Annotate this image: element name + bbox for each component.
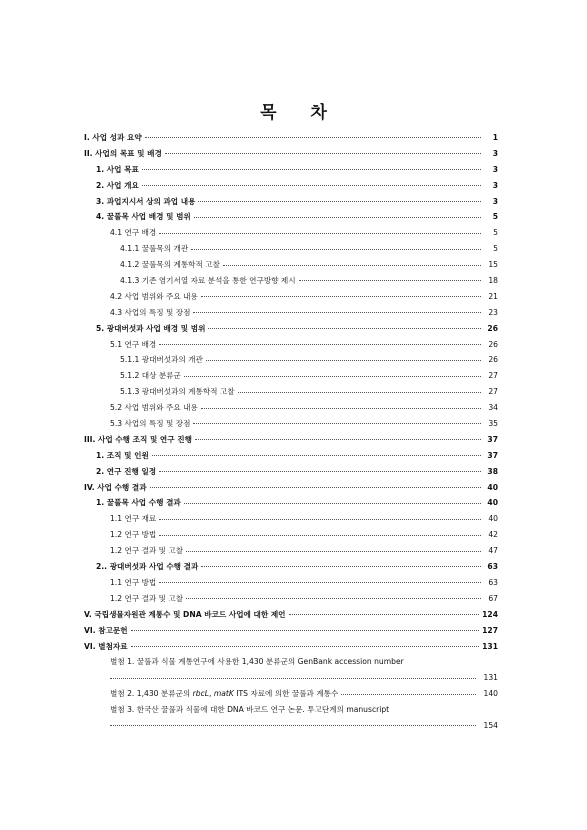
toc-entry-label: 5.1.2 대상 분류군 <box>120 371 181 381</box>
toc-entry-label: II. 사업의 목표 및 배경 <box>84 148 162 158</box>
dot-leader <box>131 646 480 647</box>
toc-entry[interactable] <box>84 352 498 368</box>
appendix-1-page-line[interactable] <box>84 670 498 686</box>
toc-entry[interactable] <box>84 178 498 194</box>
dot-leader <box>201 408 481 409</box>
dot-leader <box>341 694 475 695</box>
toc-entry-page: 47 <box>488 546 498 556</box>
toc-entry-page: 37 <box>487 434 498 444</box>
dot-leader <box>184 503 481 504</box>
toc-entry-page: 124 <box>482 609 498 619</box>
toc-entry[interactable] <box>84 511 498 527</box>
toc-entry[interactable] <box>84 321 498 337</box>
appendix-3-title[interactable] <box>84 702 498 718</box>
toc-entry-page: 5 <box>492 212 498 222</box>
toc-entry-page: 3 <box>492 164 498 174</box>
toc-entry-label: 2. 연구 진행 일정 <box>96 466 157 476</box>
appendix-2-label <box>110 686 341 702</box>
appendix-1-page: 131 <box>483 673 498 683</box>
appendix-3-page: 154 <box>483 720 498 730</box>
dot-leader <box>194 217 481 218</box>
dot-leader <box>159 471 481 472</box>
toc-entry[interactable] <box>84 607 498 623</box>
toc-entry-page: 26 <box>488 355 498 365</box>
toc-entry-label: 3. 과업지시서 상의 과업 내용 <box>96 196 196 206</box>
toc-entry[interactable] <box>84 432 498 448</box>
toc-entry[interactable] <box>84 225 498 241</box>
toc-entry-label: 5.3 사업의 특징 및 장점 <box>110 419 191 429</box>
dot-leader <box>159 535 481 536</box>
toc-entry[interactable] <box>84 130 498 146</box>
toc-entry-page: 63 <box>487 562 498 572</box>
dot-leader <box>206 360 481 361</box>
appendix-1-title[interactable] <box>84 654 498 670</box>
toc-entry-page: 38 <box>487 466 498 476</box>
toc-entry-label: III. 사업 수행 조직 및 연구 진행 <box>84 434 192 444</box>
dot-leader <box>186 551 481 552</box>
dot-leader <box>186 598 481 599</box>
dot-leader <box>152 455 481 456</box>
toc-entry-page: 42 <box>488 530 498 540</box>
toc-entry-label: 1. 사업 목표 <box>96 164 139 174</box>
toc-entry[interactable] <box>84 368 498 384</box>
dot-leader <box>201 296 481 297</box>
toc-entry[interactable] <box>84 305 498 321</box>
toc-entry-page: 67 <box>488 593 498 603</box>
gene-rbcl: rbcL <box>192 689 210 699</box>
toc-entry-label: 1.2 연구 결과 및 고찰 <box>110 593 184 603</box>
toc-entry[interactable] <box>84 591 498 607</box>
toc-entry[interactable] <box>84 639 498 655</box>
toc-entry[interactable] <box>84 162 498 178</box>
appendix-3-label: 별첨 3. 한국산 꿀풀과 식물에 대한 DNA 바코드 연구 논문. 투고단계의 manuscript <box>110 705 390 715</box>
dot-leader <box>159 582 481 583</box>
toc-entry-page: 35 <box>488 419 498 429</box>
toc-entry[interactable] <box>84 257 498 273</box>
toc-entry-label: 2. 사업 개요 <box>96 180 139 190</box>
toc-entry-label: 4. 꿀풀목 사업 배경 및 범위 <box>96 212 191 222</box>
toc-entry-page: 23 <box>488 307 498 317</box>
gene-matk: matK <box>213 689 234 699</box>
toc-entry-label: 4.1 연구 배경 <box>110 228 157 238</box>
appendix-2-entry[interactable] <box>84 686 498 702</box>
toc-entry-page: 37 <box>487 450 498 460</box>
toc-entry[interactable] <box>84 575 498 591</box>
toc-entry-page: 131 <box>482 641 498 651</box>
toc-entry-page: 5 <box>493 244 498 254</box>
toc-entry-label: 5.2 사업 범위와 주요 내용 <box>110 403 198 413</box>
appendix-2-suffix: ITS 자료에 의한 꿀풀과 계통수 <box>233 689 339 699</box>
toc-entry-label: VI. 참고문헌 <box>84 625 128 635</box>
toc-entry-label: 4.1.1 꿀풀목의 개관 <box>120 244 189 254</box>
toc-entry-page: 26 <box>488 339 498 349</box>
toc-entry[interactable] <box>84 337 498 353</box>
toc-entry-page: 15 <box>488 260 498 270</box>
toc-entry-page: 63 <box>488 577 498 587</box>
dot-leader <box>208 328 481 329</box>
toc-entry-label: 2.. 광대버섯과 사업 수행 결과 <box>96 562 199 572</box>
toc-entry[interactable] <box>84 146 498 162</box>
toc-entry-label: 4.2 사업 범위와 주요 내용 <box>110 291 198 301</box>
dot-leader <box>150 487 481 488</box>
toc-entry-page: 40 <box>487 498 498 508</box>
appendix-3-page-line[interactable] <box>84 718 498 734</box>
dot-leader <box>193 312 481 313</box>
dot-leader <box>184 376 481 377</box>
toc-entry-page: 3 <box>492 180 498 190</box>
dot-leader <box>131 630 480 631</box>
dot-leader <box>195 439 481 440</box>
toc-entry-label: 5. 광대버섯과 사업 배경 및 범위 <box>96 323 206 333</box>
toc-entry[interactable] <box>84 623 498 639</box>
toc-entry-label: 5.1.1 광대버섯과의 개관 <box>120 355 203 365</box>
dot-leader <box>193 423 481 424</box>
dot-leader <box>299 280 481 281</box>
toc-entry-label: 4.1.3 기존 염기서열 자료 분석을 통한 연구방향 제시 <box>120 276 296 286</box>
page-title: 목 차 <box>260 103 341 123</box>
toc-entry[interactable] <box>84 448 498 464</box>
toc-entry[interactable] <box>84 384 498 400</box>
toc-entry-page: 5 <box>493 228 498 238</box>
dot-leader <box>110 725 476 726</box>
dot-leader <box>110 678 476 679</box>
toc-entry-label: 1. 꿀풀목 사업 수행 결과 <box>96 498 181 508</box>
toc-entry-label: 1.1 연구 재료 <box>110 514 157 524</box>
appendix-1-label: 별첨 1. 꿀풀과 식물 계통연구에 사용한 1,430 분류군의 GenBank accession number <box>110 657 404 667</box>
toc-entry-page: 3 <box>492 196 498 206</box>
toc-entry[interactable] <box>84 194 498 210</box>
toc-entry-page: 34 <box>488 403 498 413</box>
dot-leader <box>165 153 481 154</box>
toc-entry-page: 127 <box>482 625 498 635</box>
dot-leader <box>223 265 481 266</box>
toc-entry-label: 5.1.3 광대버섯과의 계통학적 고찰 <box>120 387 235 397</box>
dot-leader <box>201 566 481 567</box>
toc-entry-label: 1.2 연구 결과 및 고찰 <box>110 546 184 556</box>
toc-entry[interactable] <box>84 289 498 305</box>
toc-entry[interactable] <box>84 559 498 575</box>
dot-leader <box>159 233 481 234</box>
appendix-2-sep: , <box>209 689 214 699</box>
toc-entry-label: IV. 사업 수행 결과 <box>84 482 147 492</box>
toc-entry-page: 21 <box>488 291 498 301</box>
toc-entry-label: I. 사업 성과 요약 <box>84 133 142 142</box>
dot-leader <box>142 169 481 170</box>
dot-leader <box>159 519 481 520</box>
toc-entry-label: 1.2 연구 방법 <box>110 530 157 540</box>
toc-entry[interactable] <box>84 464 498 480</box>
toc-entry-page: 27 <box>488 371 498 381</box>
toc-entry-page: 40 <box>487 482 498 492</box>
toc-entry[interactable] <box>84 209 498 225</box>
toc-entry-label: 4.1.2 꿀풀목의 계통학적 고찰 <box>120 260 220 270</box>
toc-entry-page: 26 <box>487 323 498 333</box>
toc-entry[interactable] <box>84 416 498 432</box>
appendix-2-page: 140 <box>483 689 498 699</box>
toc-entry-label: V. 국립생물자원관 계통수 및 DNA 바코드 사업에 대한 제언 <box>84 609 286 619</box>
toc-entry[interactable] <box>84 495 498 511</box>
toc-entry[interactable] <box>84 400 498 416</box>
toc-entry[interactable] <box>84 543 498 559</box>
dot-leader <box>145 137 481 138</box>
toc-entry[interactable] <box>84 241 498 257</box>
appendix-2-prefix: 별첨 2. 1,430 분류군의 <box>110 689 193 699</box>
toc-entry-page: 40 <box>488 514 498 524</box>
dot-leader <box>198 201 481 202</box>
toc-entry-page: 1 <box>492 133 498 142</box>
toc-entry-page: 3 <box>492 148 498 158</box>
toc-entry-label: 5.1 연구 배경 <box>110 339 157 349</box>
dot-leader <box>238 392 481 393</box>
toc-entry-page: 27 <box>488 387 498 397</box>
dot-leader <box>142 185 481 186</box>
dot-leader <box>159 344 481 345</box>
toc-entry[interactable] <box>84 480 498 496</box>
table-of-contents <box>84 130 498 734</box>
toc-entry-page: 18 <box>488 276 498 286</box>
toc-entry-label: 1.1 연구 방법 <box>110 577 157 587</box>
toc-entry-label: 1. 조직 및 인원 <box>96 450 149 460</box>
dot-leader <box>191 249 481 250</box>
toc-entry[interactable] <box>84 273 498 289</box>
toc-entry-label: VI. 별첨자료 <box>84 641 128 651</box>
toc-entry-label: 4.3 사업의 특징 및 장점 <box>110 307 191 317</box>
dot-leader <box>289 614 480 615</box>
toc-entry[interactable] <box>84 527 498 543</box>
